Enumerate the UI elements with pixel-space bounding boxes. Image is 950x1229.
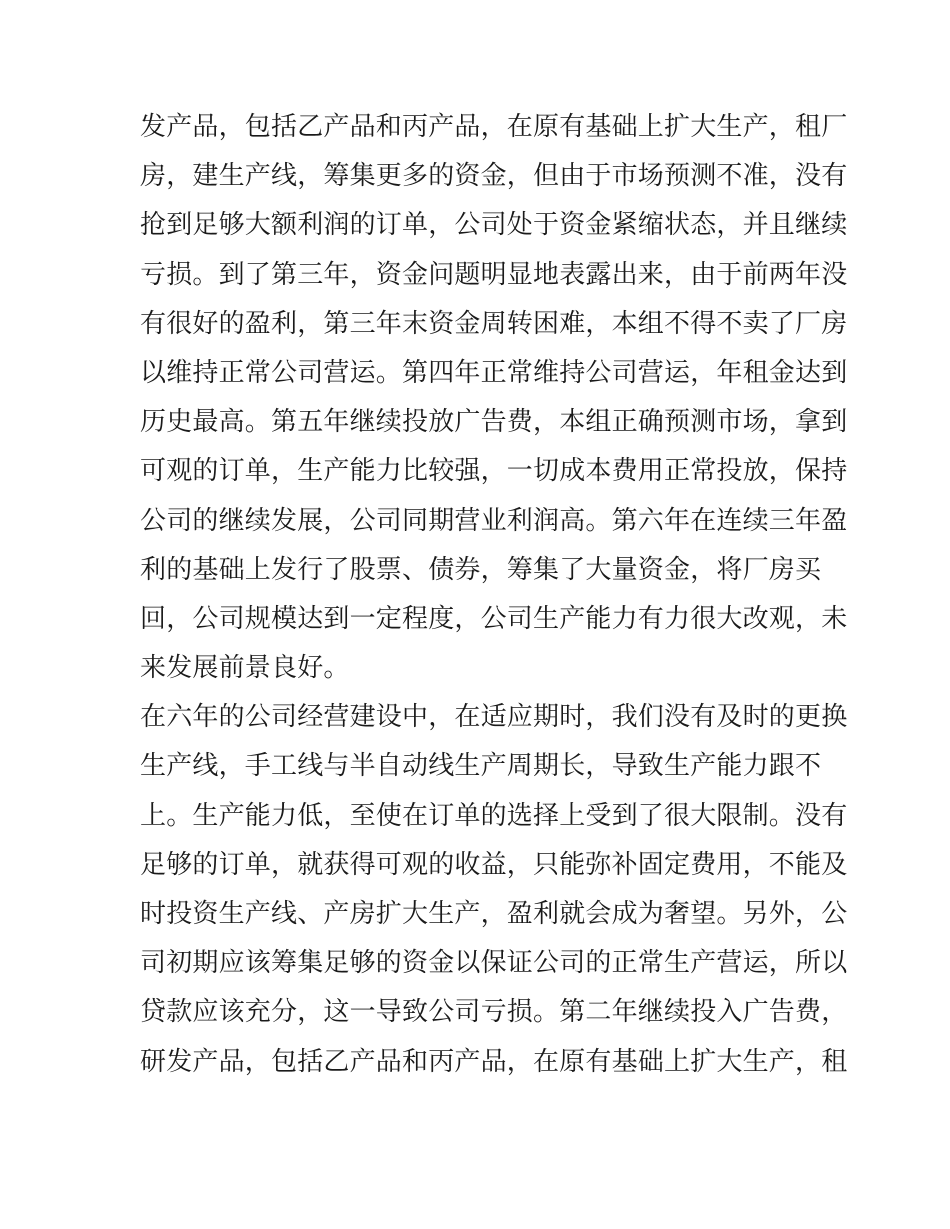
text-line: 公司的继续发展，公司同期营业利润高。第六年在连续三年盈: [140, 505, 848, 536]
text-line: 足够的订单，就获得可观的收益，只能弥补固定费用，不能及: [140, 849, 848, 880]
text-line: 有很好的盈利，第三年末资金周转困难，本组不得不卖了厂房: [140, 308, 848, 339]
text-line: 司初期应该筹集足够的资金以保证公司的正常生产营运，所以: [140, 948, 848, 979]
text-line: 发产品，包括乙产品和丙产品，在原有基础上扩大生产，租厂: [140, 112, 848, 142]
text-line: 来发展前景良好。: [140, 653, 350, 684]
text-line: 生产线，手工线与半自动线生产周期长，导致生产能力跟不: [140, 751, 822, 782]
text-line: 亏损。到了第三年，资金问题明显地表露出来，由于前两年没: [140, 259, 848, 290]
text-line: 历史最高。第五年继续投放广告费，本组正确预测市场，拿到: [140, 407, 848, 438]
text-line: 上。生产能力低，至使在订单的选择上受到了很大限制。没有: [140, 800, 848, 831]
text-line: 利的基础上发行了股票、债券，筹集了大量资金，将厂房买: [140, 554, 822, 585]
text-line: 在六年的公司经营建设中，在适应期时，我们没有及时的更换: [140, 702, 848, 733]
body-text: [140, 103, 848, 1087]
text-line: 贷款应该充分，这一导致公司亏损。第二年继续投入广告费，: [140, 997, 848, 1028]
text-line: 以维持正常公司营运。第四年正常维持公司营运，年租金达到: [140, 357, 848, 388]
text-line: 时投资生产线、产房扩大生产，盈利就会成为奢望。另外，公: [140, 899, 848, 929]
text-line: 可观的订单，生产能力比较强，一切成本费用正常投放，保持: [140, 456, 848, 487]
text-line: 抢到足够大额利润的订单，公司处于资金紧缩状态，并且继续: [140, 210, 848, 241]
text-line: 研发产品，包括乙产品和丙产品，在原有基础上扩大生产，租: [140, 1046, 848, 1077]
text-line: 回，公司规模达到一定程度，公司生产能力有力很大改观，未: [140, 603, 848, 634]
text-line: 房，建生产线，筹集更多的资金，但由于市场预测不准，没有: [140, 161, 848, 192]
